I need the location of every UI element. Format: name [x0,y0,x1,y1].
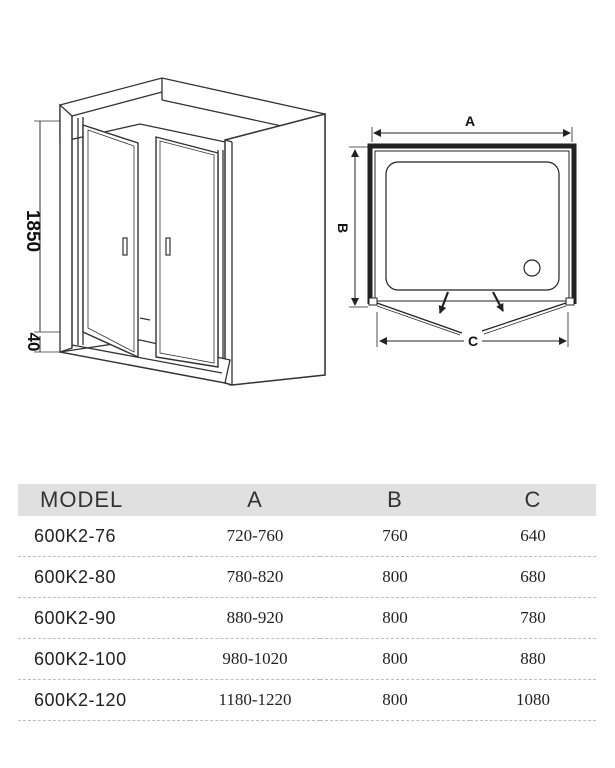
table-row [18,639,596,680]
left-door-handle [123,238,127,255]
model-cell: 600K2-80 [18,557,190,598]
b-cell: 800 [320,598,470,639]
c-cell: 1080 [470,680,596,721]
table-row [18,598,596,639]
b-cell: 800 [320,680,470,721]
left-wall [60,105,72,352]
b-cell: 800 [320,557,470,598]
drain [524,260,540,276]
header-model: MODEL [18,484,190,516]
tray-dimension-label: 40 [24,332,43,352]
left-door [83,125,138,357]
right-door-handle [166,238,170,255]
model-cell: 600K2-76 [18,516,190,557]
c-cell: 780 [470,598,596,639]
right-door [156,137,218,367]
c-cell: 640 [470,516,596,557]
model-dimension-table [18,484,596,721]
a-cell: 1180-1220 [190,680,320,721]
b-cell: 800 [320,639,470,680]
dimension-a-label: A [464,113,476,129]
header-b: B [320,484,470,516]
model-cell: 600K2-120 [18,680,190,721]
height-dimension-label: 1850 [22,209,43,253]
a-cell: 980-1020 [190,639,320,680]
table-row [18,516,596,557]
a-cell: 880-920 [190,598,320,639]
model-cell: 600K2-100 [18,639,190,680]
tray-basin [386,162,559,290]
c-cell: 680 [470,557,596,598]
plan-right-door [482,303,566,331]
header-c: C [470,484,596,516]
a-cell: 780-820 [190,557,320,598]
c-cell: 880 [470,639,596,680]
perspective-view [34,78,325,385]
table-row [18,557,596,598]
table-row [18,680,596,721]
header-a: A [190,484,320,516]
plan-view [349,127,574,347]
table-header-row [18,484,596,516]
a-cell: 720-760 [190,516,320,557]
model-cell: 600K2-90 [18,598,190,639]
dimension-c-label: C [467,333,479,349]
dimension-b-label: B [335,222,351,234]
right-wall [225,114,325,385]
enclosure-walls [370,146,574,304]
plan-left-door [377,303,462,333]
b-cell: 760 [320,516,470,557]
